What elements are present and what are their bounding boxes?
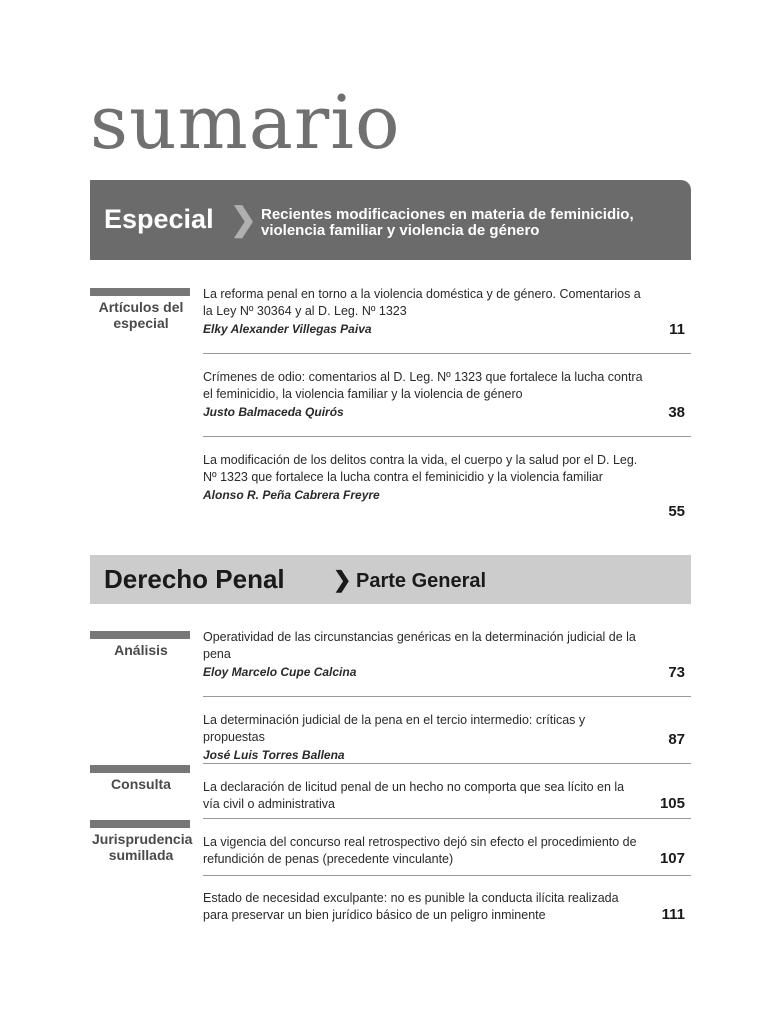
derecho-penal-label: Derecho Penal: [104, 564, 285, 594]
derecho-penal-subtitle: Parte General: [356, 570, 487, 592]
especial-banner: [90, 180, 691, 260]
toc-entry[interactable]: [203, 779, 691, 812]
entry-page: 11: [669, 321, 685, 338]
toc-entry[interactable]: [203, 712, 691, 762]
entry-page: 55: [668, 503, 685, 520]
entry-page: 111: [661, 906, 685, 923]
entry-title: La vigencia del concurso real retrospectivo dejó sin efecto el procedimiento de refundición de penas (precedente vinculante): [203, 835, 637, 866]
section-label-text: Artículos del especial: [98, 299, 184, 331]
section-label-text: Consulta: [111, 776, 171, 792]
chevron-right-icon: ❯: [333, 567, 352, 592]
especial-label: Especial: [104, 204, 214, 234]
divider: [203, 875, 691, 876]
toc-entry[interactable]: [203, 286, 691, 338]
entry-title: La modificación de los delitos contra la vida, el cuerpo y la salud por el D. Leg. Nº 1323 que fortalece la lucha contra el feminicidio y la violencia familiar: [203, 453, 638, 484]
entry-page: 107: [659, 850, 685, 867]
entry-author: Elky Alexander Villegas Paiva: [203, 322, 372, 336]
page-title: sumario: [90, 80, 401, 166]
entry-page: 105: [659, 795, 685, 812]
divider: [203, 353, 691, 354]
entry-title: La reforma penal en torno a la violencia doméstica y de género. Comentarios a la Ley Nº 30364 y al D. Leg. Nº 1323: [203, 287, 641, 318]
divider: [203, 818, 691, 819]
section-bar: [90, 765, 190, 773]
chevron-right-icon: ❯: [230, 201, 257, 237]
entry-title: Estado de necesidad exculpante: no es punible la conducta ilícita realizada para preservar un bien jurídico básico de un peligro inminente: [203, 891, 619, 922]
toc-entry[interactable]: [203, 834, 691, 867]
entry-author: José Luis Torres Ballena: [203, 748, 345, 762]
toc-entry[interactable]: [203, 369, 691, 421]
section-label-text: Jurisprudencia sumillada: [92, 831, 193, 863]
entry-author: Alonso R. Peña Cabrera Freyre: [203, 488, 380, 502]
toc-entry[interactable]: [203, 452, 691, 520]
toc-entry[interactable]: [203, 629, 691, 681]
especial-subtitle: Recientes modificaciones en materia de feminicidio, violencia familiar y violencia de género: [261, 206, 634, 239]
section-bar: [90, 288, 190, 296]
divider: [203, 436, 691, 437]
derecho-penal-banner: [90, 555, 691, 604]
section-label-text: Análisis: [114, 642, 168, 658]
entry-title: Crímenes de odio: comentarios al D. Leg. Nº 1323 que fortalece la lucha contra el feminicidio, la violencia familiar y la violencia de género: [203, 370, 643, 401]
entry-title: La determinación judicial de la pena en el tercio intermedio: críticas y propuestas: [203, 713, 586, 744]
section-bar: [90, 820, 190, 828]
divider: [203, 763, 691, 764]
section-bar: [90, 631, 190, 639]
entry-title: La declaración de licitud penal de un hecho no comporta que sea lícito en la vía civil o administrativa: [203, 780, 625, 811]
entry-title: Operatividad de las circunstancias genéricas en la determinación judicial de la pena: [203, 630, 636, 661]
divider: [203, 696, 691, 697]
entry-author: Eloy Marcelo Cupe Calcina: [203, 665, 357, 679]
section-label-jurisprudencia: [90, 820, 193, 863]
section-label-analisis: [90, 631, 190, 658]
entry-author: Justo Balmaceda Quirós: [203, 405, 344, 419]
toc-entry[interactable]: [203, 890, 691, 923]
entry-page: 38: [668, 404, 685, 421]
section-label-articulos: [90, 288, 190, 331]
entry-page: 87: [668, 731, 685, 748]
entry-page: 73: [668, 664, 685, 681]
section-label-consulta: [90, 765, 190, 792]
